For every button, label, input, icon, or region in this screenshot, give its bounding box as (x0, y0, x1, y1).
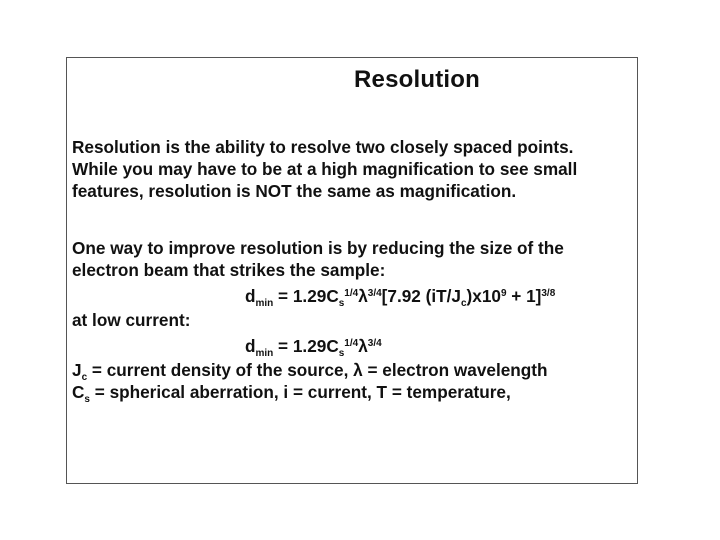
formula-dmin-low-current: $d_{min} = 1.29C_s^{1/4}\lambda^{3/4}$ (245, 336, 382, 359)
lambda-symbol: λ (358, 286, 368, 306)
text-line: electron beam that strikes the sample: (72, 260, 386, 280)
lambda-symbol: λ (358, 336, 368, 356)
definition-current-density: $J_c$ = current density of the source, λ = electron wavelength (72, 360, 548, 383)
text-line: features, resolution is NOT the same as magnification. (72, 181, 517, 201)
definition-spherical-aberration: $C_s$ = spherical aberration, i = current, T = temperature, (72, 382, 511, 405)
paragraph-resolution-definition (72, 136, 637, 202)
slide-frame (66, 57, 638, 484)
text-line: One way to improve resolution is by reducing the size of the (72, 238, 564, 258)
slide-title: Resolution (354, 66, 480, 93)
paragraph-improve-resolution (72, 237, 637, 403)
text-line: While you may have to be at a high magnification to see small (72, 159, 578, 179)
text-line: Resolution is the ability to resolve two closely spaced points. (72, 137, 574, 157)
low-current-label: at low current: (72, 310, 191, 330)
formula-dmin-full: $d_{min} = 1.29C_s^{1/4}\lambda^{3/4}[7.92$ $(iT/J_c)x10^9 + 1]^{3/8}$ (245, 286, 556, 309)
